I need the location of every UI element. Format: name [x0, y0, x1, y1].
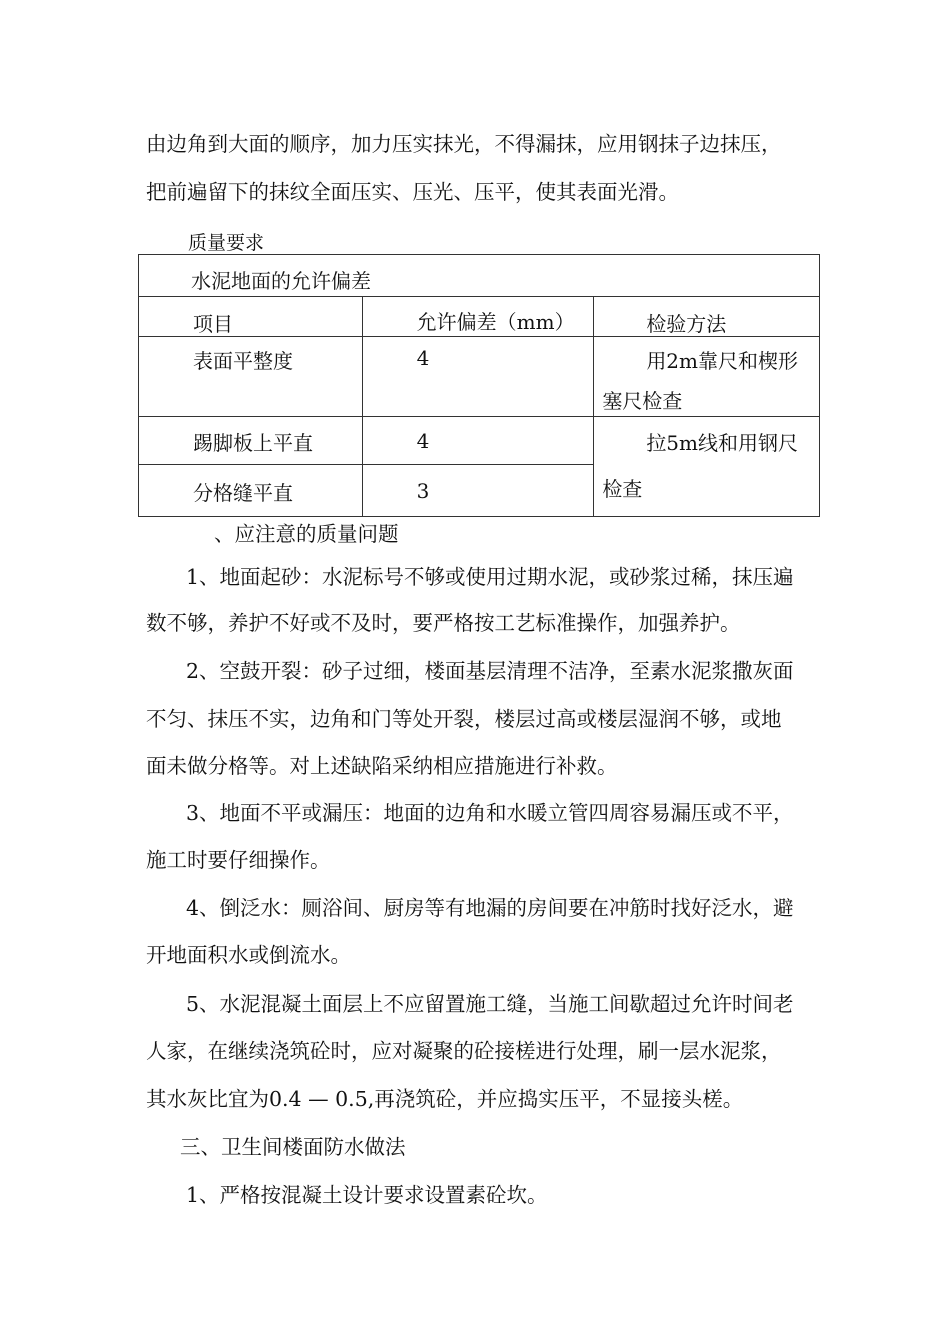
row-method-line-1: 用2m靠尺和楔形 [646, 349, 799, 373]
para-line: 4、倒泛水：厕浴间、厨房等有地漏的房间要在冲筋时找好泛水，避 [186, 896, 794, 920]
row-item: 表面平整度 [193, 349, 293, 373]
row-tolerance: 4 [416, 346, 430, 370]
section-heading: 三、卫生间楼面防水做法 [180, 1135, 406, 1159]
para-line: 2、空鼓开裂：砂子过细，楼面基层清理不洁净，至素水泥浆撒灰面 [186, 659, 794, 683]
row-tolerance: 3 [416, 479, 430, 503]
header-method: 检验方法 [646, 312, 727, 336]
table-row [139, 417, 820, 465]
row-method-line-1: 拉5m线和用钢尺 [646, 431, 799, 455]
table-row [139, 337, 820, 417]
row-item: 分格缝平直 [193, 481, 293, 505]
tolerance-table [138, 254, 820, 517]
intro-line-1: 由边角到大面的顺序，加力压实抹光，不得漏抹，应用钢抹子边抹压， [146, 132, 782, 156]
intro-line-2: 把前遍留下的抹纹全面压实、压光、压平，使其表面光滑。 [146, 180, 679, 204]
para-line: 1、地面起砂：水泥标号不够或使用过期水泥，或砂浆过稀，抹压遍 [186, 565, 794, 589]
para-line: 面未做分格等。对上述缺陷采纳相应措施进行补救。 [146, 754, 618, 778]
para-line: 开地面积水或倒流水。 [146, 943, 351, 967]
table-title-row [139, 255, 820, 297]
para-line: 不匀、抹压不实，边角和门等处开裂，楼层过高或楼层湿润不够，或地 [146, 707, 782, 731]
para-line: 5、水泥混凝土面层上不应留置施工缝，当施工间歇超过允许时间老 [186, 992, 794, 1016]
table-title: 水泥地面的允许偏差 [191, 269, 371, 293]
row-item: 踢脚板上平直 [193, 431, 313, 455]
quality-heading: 质量要求 [188, 232, 265, 254]
para-line: 1、严格按混凝土设计要求设置素砼坎。 [186, 1183, 548, 1207]
notes-heading: 、应注意的质量问题 [214, 522, 399, 546]
row-method-line-2: 塞尺检查 [602, 389, 683, 413]
table-header-row [139, 297, 820, 337]
para-line: 施工时要仔细操作。 [146, 848, 331, 872]
header-tolerance: 允许偏差（mm） [416, 310, 575, 334]
para-line: 其水灰比宜为0.4 — 0.5,再浇筑砼，并应捣实压平，不显接头槎。 [146, 1087, 744, 1111]
row-tolerance: 4 [416, 429, 430, 453]
para-line: 人家，在继续浇筑砼时，应对凝聚的砼接槎进行处理，刷一层水泥浆， [146, 1039, 782, 1063]
para-line: 3、地面不平或漏压：地面的边角和水暖立管四周容易漏压或不平， [186, 801, 794, 825]
row-method-line-2: 检查 [602, 477, 643, 501]
header-item: 项目 [193, 312, 233, 336]
para-line: 数不够，养护不好或不及时，要严格按工艺标准操作，加强养护。 [146, 611, 741, 635]
